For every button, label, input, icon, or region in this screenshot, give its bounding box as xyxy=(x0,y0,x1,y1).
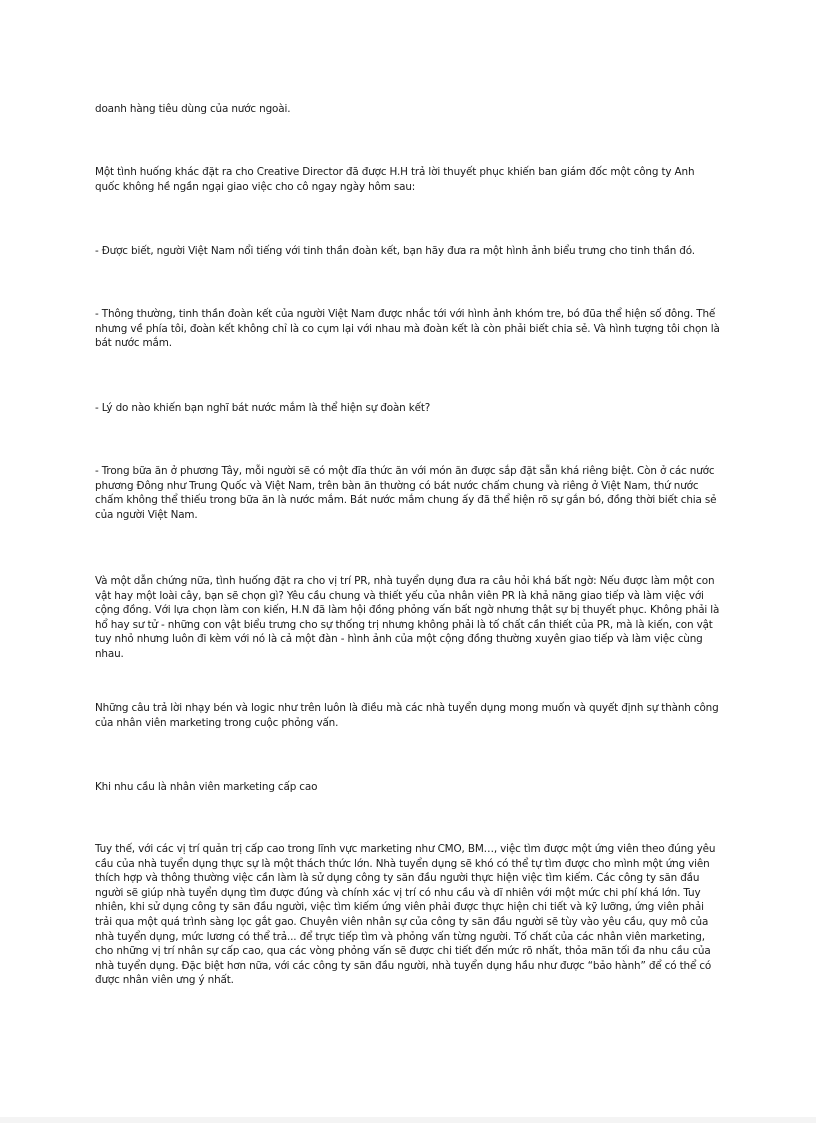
section-heading: Khi nhu cầu là nhân viên marketing cấp cao xyxy=(95,781,318,793)
paragraph-answer-fish-sauce: - Thông thường, tinh thần đoàn kết của người Việt Nam được nhắc tới với hình ảnh khóm tre, bó đũa thể hiện số đông. Thế nhưng về phía tôi, đoàn kết không chỉ là co cụm lại với nhau mà đoàn kết là còn phải biết chia sẻ. Và hình tượng tôi chọn là bát nước mắm. xyxy=(95,308,720,350)
paragraph-creative-director: Một tình huống khác đặt ra cho Creative Director đã được H.H trả lời thuyết phục khiến ban giám đốc một công ty Anh quốc không hề ngần ngại giao việc cho cô ngay ngày hôm sau: xyxy=(95,166,695,193)
paragraph-question-why: - Lý do nào khiến bạn nghĩ bát nước mắm là thể hiện sự đoàn kết? xyxy=(95,402,431,414)
paragraph-headhunter: Tuy thế, với các vị trí quản trị cấp cao trong lĩnh vực marketing như CMO, BM…, việc tìm được một ứng viên theo đúng yêu cầu của nhà tuyển dụng thực sự là một thách thức lớn. Nhà tuyển dụng sẽ khó có thể tự tìm được cho mình một ứng viên thích hợp và thông thường việc cần làm là sử dụng công ty săn đầu người thực hiện việc tìm kiếm. Các công ty săn đầu người sẽ giúp nhà tuyển dụng tìm được đúng và chính xác vị trí có nhu cầu và dĩ nhiên với một mức chi phí khá lớn. Tuy nhiên, khi sử dụng công ty săn đầu người, việc tìm kiếm ứng viên phải được thực hiện chi tiết và kỹ lưỡng, ứng viên phải trải qua một quá trình sàng lọc gắt gao. Chuyên viên nhân sự của công ty săn đầu người sẽ tùy vào yêu cầu, quy mô của nhà tuyển dụng, mức lương có thể trả... để trực tiếp tìm và phỏng vấn từng người. Tố chất của các nhân viên marketing, cho những vị trí nhân sự cấp cao, qua các vòng phỏng vấn sẽ được chi tiết đến mức rõ nhất, thỏa mãn tối đa nhu cầu của nhà tuyển dụng. Đặc biệt hơn nữa, với các công ty săn đầu người, nhà tuyển dụng hầu như được “bảo hành” để có thể có được nhân viên ưng ý nhất. xyxy=(95,843,716,987)
paragraph-question-unity: - Được biết, người Việt Nam nổi tiếng với tinh thần đoàn kết, bạn hãy đưa ra một hình ảnh biểu trưng cho tinh thần đó. xyxy=(95,245,695,257)
paragraph-pr-example: Và một dẫn chứng nữa, tình huống đặt ra cho vị trí PR, nhà tuyển dụng đưa ra câu hỏi khá bất ngờ: Nếu được làm một con vật hay một loài cây, bạn sẽ chọn gì? Yêu cầu chung và thiết yếu của nhân viên PR là khả năng giao tiếp và làm việc với cộng đồng. Với lựa chọn làm con kiến, H.N đã làm hội đồng phỏng vấn bất ngờ nhưng thật sự bị thuyết phục. Không phải là hổ hay sư tử - những con vật biểu trưng cho sự thống trị nhưng không phải là tố chất cần thiết của PR, mà là kiến, con vật tuy nhỏ nhưng luôn đi kèm với nó là cả một đàn - hình ảnh của một cộng đồng thường xuyên giao tiếp và làm việc cùng nhau. xyxy=(95,575,720,660)
paragraph-answer-meal: - Trong bữa ăn ở phương Tây, mỗi người sẽ có một đĩa thức ăn với món ăn được sắp đặt sẵn khá riêng biệt. Còn ở các nước phương Đông như Trung Quốc và Việt Nam, trên bàn ăn thường có bát nước chấm chung và riêng ở Việt Nam, thứ nước chấm không thể thiếu trong bữa ăn là nước mắm. Bát nước mắm chung ấy đã thể hiện rõ sự gắn bó, đồng thời biết chia sẻ của người Việt Nam. xyxy=(95,465,717,521)
page-bottom-edge xyxy=(0,1117,816,1123)
paragraph-conclusion: Những câu trả lời nhạy bén và logic như trên luôn là điều mà các nhà tuyển dụng mong muốn và quyết định sự thành công của nhân viên marketing trong cuộc phỏng vấn. xyxy=(95,702,719,729)
paragraph-intro-end: doanh hàng tiêu dùng của nước ngoài. xyxy=(95,103,291,115)
